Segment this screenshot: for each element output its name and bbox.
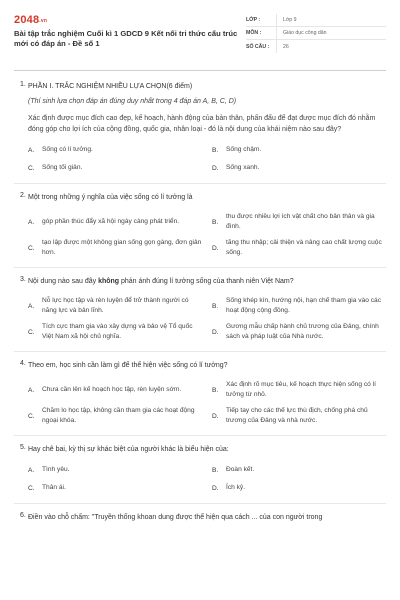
option-text: Sống khép kín, hướng nội, hạn chế tham gia vào các hoạt động cộng đồng. bbox=[226, 297, 381, 314]
option-text: tăng thu nhập; cải thiện và nâng cao chất lượng cuộc sống. bbox=[226, 239, 382, 256]
question-2 bbox=[14, 192, 386, 203]
option-letter: D. bbox=[212, 484, 219, 492]
option-c[interactable] bbox=[28, 235, 202, 261]
question-divider bbox=[14, 351, 386, 352]
option-letter: D. bbox=[212, 164, 219, 172]
option-d[interactable] bbox=[212, 479, 386, 497]
option-d[interactable] bbox=[212, 319, 386, 345]
option-text: Tiếp tay cho các thế lực thù địch, chống phá chủ trương của Đảng và nhà nước. bbox=[226, 407, 368, 424]
option-c[interactable] bbox=[28, 159, 202, 177]
option-letter: C. bbox=[28, 164, 35, 172]
option-letter: C. bbox=[28, 328, 35, 336]
question-text: Điền vào chỗ chấm: "Truyền thống khoan dung được thể hiện qua cách ... của con người trong bbox=[28, 514, 323, 521]
question-6 bbox=[14, 512, 386, 523]
question-number: 6. bbox=[20, 512, 26, 519]
meta-row-subject bbox=[246, 27, 386, 40]
option-d[interactable] bbox=[212, 403, 386, 429]
question-3 bbox=[14, 276, 386, 287]
option-text: Chưa cần lên kế hoạch học tập, rèn luyện sớm. bbox=[42, 386, 182, 393]
question-5 bbox=[14, 444, 386, 455]
option-text: Xác định rõ mục tiêu, kế hoạch thực hiện sống có lí tưởng từ nhỏ. bbox=[226, 381, 376, 398]
options-grid bbox=[28, 141, 386, 177]
meta-row-class bbox=[246, 14, 386, 27]
option-c[interactable] bbox=[28, 319, 202, 345]
option-letter: A. bbox=[28, 218, 35, 226]
option-letter: A. bbox=[28, 146, 35, 154]
site-logo[interactable] bbox=[14, 14, 246, 26]
options-grid bbox=[28, 209, 386, 261]
options-grid bbox=[28, 293, 386, 345]
option-text: Gương mẫu chấp hành chủ trương của Đảng, chính sách và pháp luật của Nhà nước. bbox=[226, 323, 379, 340]
question-text: Một trong những ý nghĩa của việc sống có lí tưởng là bbox=[28, 194, 193, 201]
option-text: Nỗ lực học tập và rèn luyện để trở thành người có năng lực và bản lĩnh. bbox=[42, 297, 189, 314]
option-text: Sống xanh. bbox=[226, 164, 260, 171]
meta-value: Giáo dục công dân bbox=[276, 27, 327, 39]
question-text-end: phản ánh đúng lí tưởng sống của thanh niên Việt Nam? bbox=[119, 278, 294, 285]
question-text: Theo em, học sinh cần làm gì để thể hiện việc sống có lí tưởng? bbox=[28, 362, 228, 369]
question-4 bbox=[14, 360, 386, 371]
section-note: (Thí sinh lựa chọn đáp án đúng duy nhất trong 4 đáp án A, B, C, D) bbox=[28, 98, 237, 105]
option-c[interactable] bbox=[28, 403, 202, 429]
question-1 bbox=[14, 81, 386, 92]
option-b[interactable] bbox=[212, 377, 386, 403]
option-text: tạo lập được một không gian sống gọn gàng, đơn giản hơn. bbox=[42, 239, 202, 256]
option-text: Tích cực tham gia vào xây dựng và bảo vệ Tổ quốc Việt Nam xã hội chủ nghĩa. bbox=[42, 323, 193, 340]
question-divider bbox=[14, 267, 386, 268]
worksheet-header bbox=[14, 0, 386, 64]
question-text-emphasis: không bbox=[98, 278, 120, 285]
option-letter: B. bbox=[212, 302, 219, 310]
option-letter: D. bbox=[212, 412, 219, 420]
option-b[interactable] bbox=[212, 141, 386, 159]
option-letter: B. bbox=[212, 146, 219, 154]
option-b[interactable] bbox=[212, 461, 386, 479]
question-text bbox=[28, 276, 386, 287]
option-a[interactable] bbox=[28, 461, 202, 479]
option-letter: B. bbox=[212, 218, 219, 226]
option-b[interactable] bbox=[212, 293, 386, 319]
meta-value: 26 bbox=[276, 40, 289, 53]
option-text: Tình yêu. bbox=[42, 466, 70, 473]
question-text: Xác định được mục đích cao đẹp, kế hoạch, hành động của bản thân, phấn đấu để đạt được mục đích đó nhằm đóng góp cho lợi ích của cộng đồng, quốc gia, nhân loại - đó là nội dung của khái niệm nào sau đây? bbox=[28, 115, 376, 133]
question-divider bbox=[14, 435, 386, 436]
option-a[interactable] bbox=[28, 209, 202, 235]
question-number: 4. bbox=[20, 360, 26, 367]
option-text: Thân ái. bbox=[42, 484, 66, 491]
header-divider bbox=[14, 70, 386, 71]
option-text: Sống tối giản. bbox=[42, 164, 83, 171]
logo-suffix: .vn bbox=[39, 18, 48, 24]
option-letter: B. bbox=[212, 386, 219, 394]
option-a[interactable] bbox=[28, 293, 202, 319]
option-d[interactable] bbox=[212, 235, 386, 261]
option-d[interactable] bbox=[212, 159, 386, 177]
option-letter: D. bbox=[212, 328, 219, 336]
document-title: Bài tập trắc nghiệm Cuối kì 1 GDCD 9 Kết nối tri thức cấu trúc mới có đáp án - Đề số 1 bbox=[14, 29, 238, 48]
question-divider bbox=[14, 183, 386, 184]
option-text: thu được nhiều lợi ích vật chất cho bản thân và gia đình. bbox=[226, 213, 375, 230]
options-grid bbox=[28, 461, 386, 497]
question-number: 5. bbox=[20, 444, 26, 451]
option-a[interactable] bbox=[28, 141, 202, 159]
option-text: Chăm lo học tập, không cần tham gia các hoạt động ngoại khóa. bbox=[42, 407, 195, 424]
option-letter: A. bbox=[28, 466, 35, 474]
option-text: góp phần thúc đẩy xã hội ngày càng phát triển. bbox=[42, 218, 180, 225]
option-b[interactable] bbox=[212, 209, 386, 235]
meta-table bbox=[246, 14, 386, 64]
meta-row-count bbox=[246, 40, 386, 53]
option-letter: A. bbox=[28, 302, 35, 310]
meta-key: LỚP : bbox=[246, 17, 261, 23]
logo-text: 2048 bbox=[14, 14, 40, 26]
question-text: Hay chê bai, kỳ thị sự khác biệt của người khác là biểu hiện của: bbox=[28, 446, 229, 453]
option-letter: B. bbox=[212, 466, 219, 474]
option-letter: D. bbox=[212, 244, 219, 252]
header-left bbox=[14, 14, 246, 64]
option-letter: A. bbox=[28, 386, 35, 394]
option-text: Đoàn kết. bbox=[226, 466, 255, 473]
option-a[interactable] bbox=[28, 377, 202, 403]
meta-value: Lớp 9 bbox=[276, 14, 297, 26]
option-text: Sống có lí tưởng. bbox=[42, 146, 93, 153]
section-title: PHẦN I. TRẮC NGHIỆM NHIỀU LỰA CHỌN(6 điểm) bbox=[28, 83, 193, 90]
question-text-start: Nội dung nào sau đây bbox=[28, 278, 99, 285]
question-number: 3. bbox=[20, 276, 26, 283]
question-divider bbox=[14, 503, 386, 504]
option-letter: C. bbox=[28, 484, 35, 492]
question-number: 2. bbox=[20, 192, 26, 199]
question-number: 1. bbox=[20, 81, 26, 88]
option-c[interactable] bbox=[28, 479, 202, 497]
meta-key: MÔN : bbox=[246, 30, 262, 36]
options-grid bbox=[28, 377, 386, 429]
meta-key: SỐ CÂU : bbox=[246, 43, 270, 50]
option-letter: C. bbox=[28, 412, 35, 420]
option-text: Ích kỷ. bbox=[226, 484, 246, 491]
option-text: Sống chậm. bbox=[226, 146, 262, 153]
option-letter: C. bbox=[28, 244, 35, 252]
